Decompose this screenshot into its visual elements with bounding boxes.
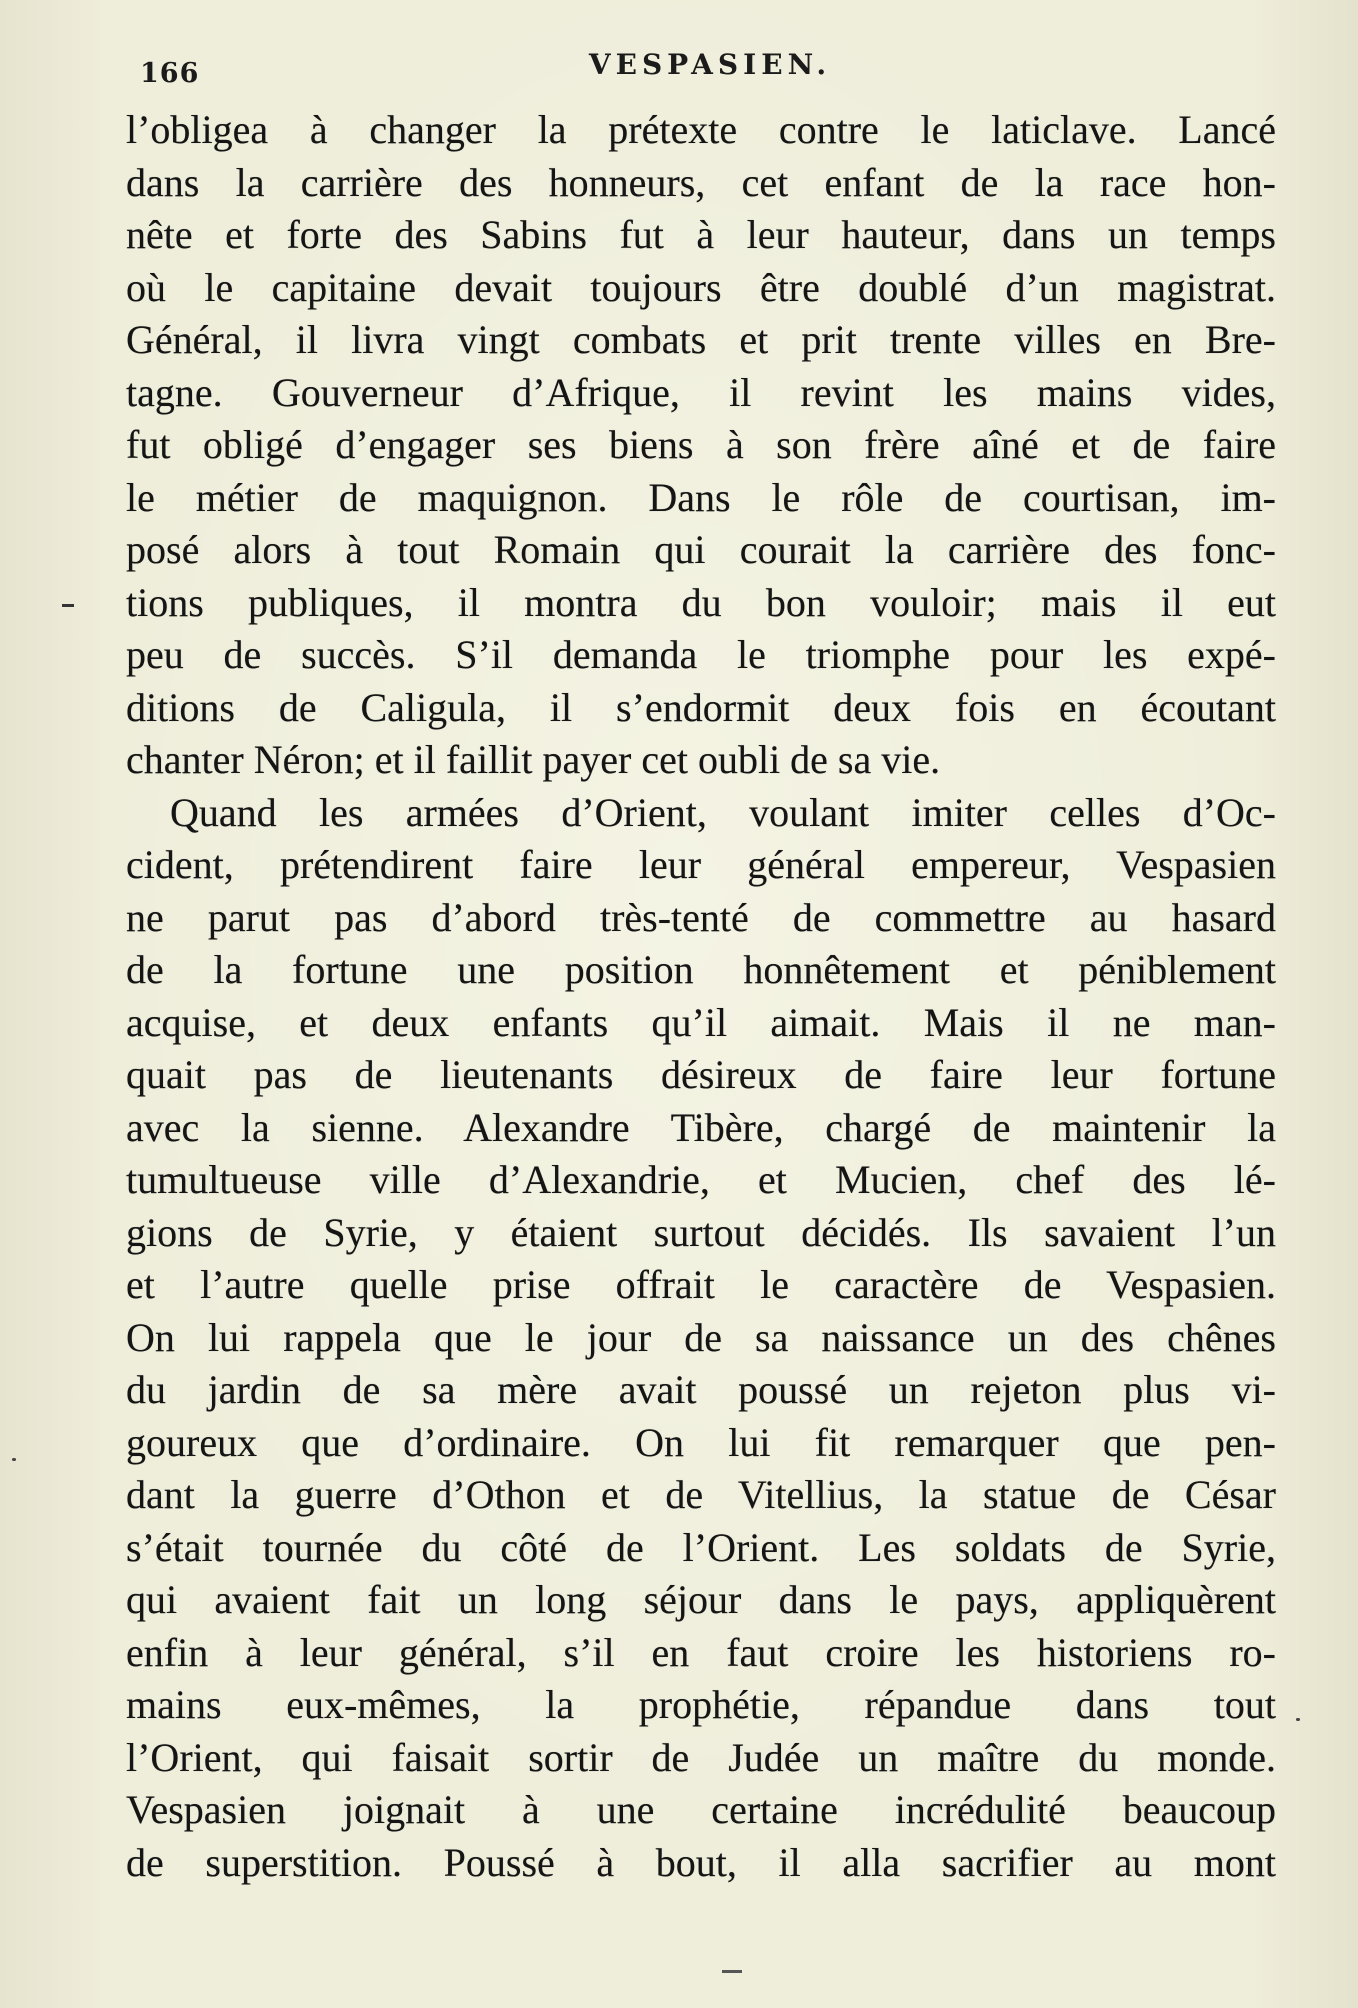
text-line: enfin à leur général, s’il en faut croire les historiens ro-	[126, 1629, 1276, 1675]
footer-mark	[722, 1970, 742, 1973]
text-line: dant la guerre d’Othon et de Vitellius, la statue de César	[126, 1472, 1276, 1517]
text-line: ne parut pas d’abord très-tenté de commettre au hasard	[126, 894, 1276, 940]
running-head: VESPASIEN.	[588, 48, 832, 81]
text-line: avec la sienne. Alexandre Tibère, chargé de maintenir la	[126, 1104, 1276, 1150]
page-number: 166	[140, 58, 200, 89]
text-line: tumultueuse ville d’Alexandrie, et Mucien, chef des lé-	[126, 1157, 1276, 1202]
text-line: tagne. Gouverneur d’Afrique, il revint les mains vides,	[126, 369, 1276, 415]
margin-speck	[1296, 1718, 1300, 1721]
text-line: ditions de Caligula, il s’endormit deux fois en écoutant	[126, 684, 1276, 730]
text-line: goureux que d’ordinaire. On lui fit remarquer que pen-	[126, 1419, 1276, 1465]
margin-speck	[12, 1458, 16, 1461]
margin-mark	[62, 604, 74, 607]
text-line: cident, prétendirent faire leur général empereur, Vespasien	[126, 842, 1276, 887]
text-line: de superstition. Poussé à bout, il alla sacrifier au mont	[126, 1839, 1276, 1885]
text-line: le métier de maquignon. Dans le rôle de courtisan, im-	[126, 474, 1276, 520]
text-line: fut obligé d’engager ses biens à son frère aîné et de faire	[126, 422, 1276, 467]
text-line: chanter Néron; et il faillit payer cet oubli de sa vie.	[126, 737, 941, 782]
text-line: Quand les armées d’Orient, voulant imiter celles d’Oc-	[170, 789, 1276, 835]
text-line: acquise, et deux enfants qu’il aimait. Mais il ne man-	[126, 999, 1276, 1045]
paragraph	[126, 104, 1276, 787]
page-header	[140, 44, 1280, 94]
text-line: dans la carrière des honneurs, cet enfant de la race hon-	[126, 159, 1276, 205]
text-line: nête et forte des Sabins fut à leur hauteur, dans un temps	[126, 212, 1276, 257]
text-line: posé alors à tout Romain qui courait la carrière des fonc-	[126, 527, 1276, 572]
text-line: On lui rappela que le jour de sa naissance un des chênes	[126, 1314, 1276, 1360]
text-line: où le capitaine devait toujours être doublé d’un magistrat.	[126, 264, 1276, 310]
text-line: peu de succès. S’il demanda le triomphe pour les expé-	[126, 632, 1276, 677]
text-line: Vespasien joignait à une certaine incrédulité beaucoup	[126, 1787, 1276, 1832]
text-line: et l’autre quelle prise offrait le caractère de Vespasien.	[126, 1262, 1276, 1307]
body-text	[126, 104, 1276, 1889]
text-line: l’obligea à changer la prétexte contre le laticlave. Lancé	[126, 107, 1276, 152]
text-line: mains eux-mêmes, la prophétie, répandue dans tout	[126, 1682, 1276, 1727]
text-line: s’était tournée du côté de l’Orient. Les soldats de Syrie,	[126, 1524, 1276, 1570]
text-line: quait pas de lieutenants désireux de faire leur fortune	[126, 1052, 1276, 1097]
text-line: l’Orient, qui faisait sortir de Judée un maître du monde.	[126, 1734, 1276, 1780]
text-line: Général, il livra vingt combats et prit trente villes en Bre-	[126, 317, 1276, 362]
text-line: tions publiques, il montra du bon vouloir; mais il eut	[126, 579, 1276, 625]
text-line: du jardin de sa mère avait poussé un rejeton plus vi-	[126, 1367, 1276, 1412]
text-line: gions de Syrie, y étaient surtout décidés. Ils savaient l’un	[126, 1209, 1276, 1255]
text-line: de la fortune une position honnêtement et péniblement	[126, 947, 1276, 992]
paragraph	[126, 787, 1276, 1890]
text-line: qui avaient fait un long séjour dans le pays, appliquèrent	[126, 1577, 1276, 1622]
